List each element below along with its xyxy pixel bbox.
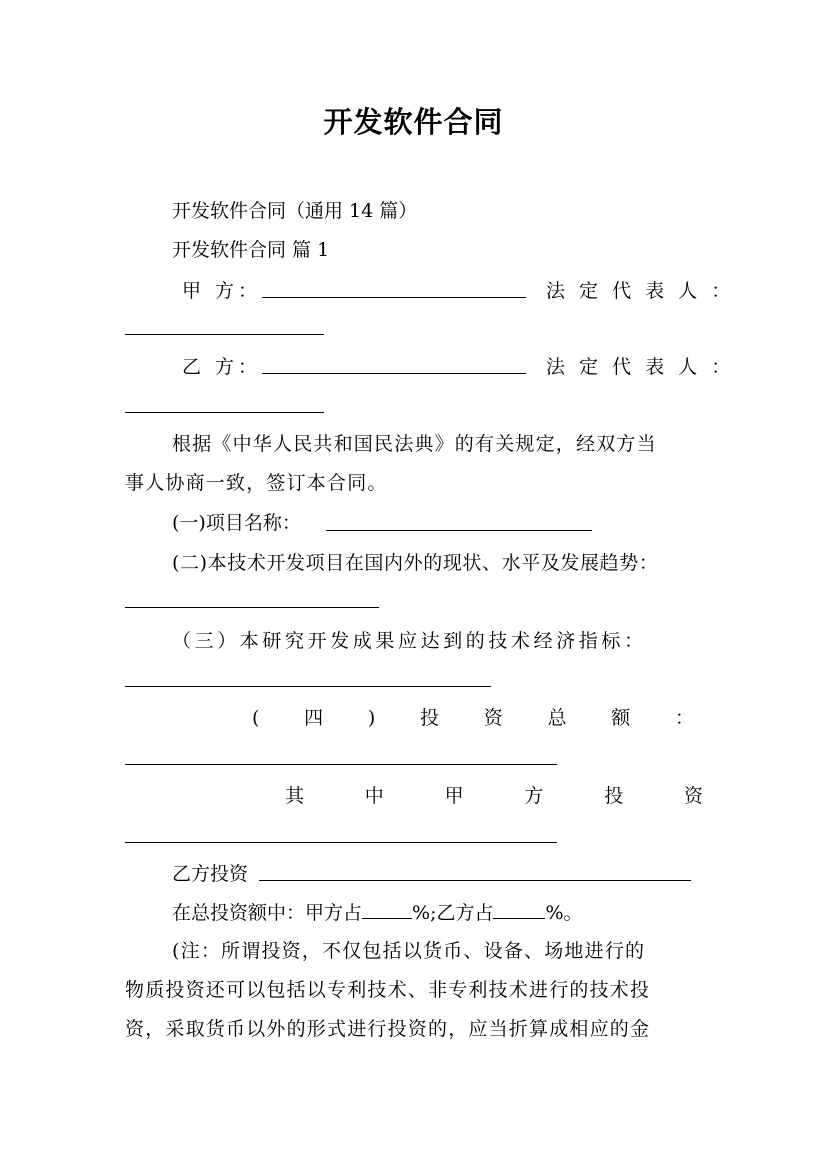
note-line-2: 物质投资还可以包括以专利技术、非专利技术进行的技术投 — [125, 979, 651, 1001]
item-1-blank — [326, 530, 592, 531]
item-4-label — [252, 705, 694, 731]
item-2-blank — [125, 607, 379, 608]
document-title: 开发软件合同 — [323, 105, 504, 139]
intro-line-1: 根据《中华人民共和国民法典》的有关规定，经双方当 — [172, 433, 657, 455]
item-5-char: 甲 — [444, 785, 464, 807]
item-5-blank — [125, 842, 557, 843]
party-a-ratio-blank — [362, 900, 412, 919]
ratio-prefix: 在总投资额中：甲方占 — [172, 902, 363, 924]
party-b-legal-rep-label: 法 定 代 表 人 ： — [546, 356, 735, 378]
party-b-label: 乙 方： — [182, 356, 262, 378]
party-a-blank — [262, 297, 526, 298]
item-4-char: 投 — [420, 707, 440, 729]
item-4-char: ) — [367, 707, 376, 729]
item-5-char: 其 — [285, 785, 305, 807]
item-2-label: (二)本技术开发项目在国内外的现状、水平及发展趋势： — [172, 552, 659, 574]
item-4-char: 额 — [611, 707, 631, 729]
item-4-char: 资 — [483, 707, 503, 729]
party-b-invest-blank — [259, 880, 691, 881]
item-5-char: 投 — [604, 785, 624, 807]
item-3-label: （三）本研究开发成果应达到的技术经济指标： — [172, 630, 647, 652]
item-4-char: ： — [674, 707, 694, 729]
party-a-legal-rep-label: 法 定 代 表 人 ： — [546, 280, 735, 302]
note-line-3: 资，采取货币以外的形式进行投资的，应当折算成相应的金 — [125, 1018, 651, 1040]
intro-line-2: 事人协商一致，签订本合同。 — [125, 472, 388, 494]
item-5-char: 方 — [524, 785, 544, 807]
item-4-char: 四 — [304, 707, 324, 729]
investment-ratio-line — [172, 900, 583, 926]
item-5-char: 资 — [683, 785, 703, 807]
party-b-blank — [262, 373, 526, 374]
party-b-invest-label: 乙方投资 — [172, 863, 249, 885]
item-3-blank — [125, 686, 491, 687]
note-line-1: (注：所谓投资，不仅包括以货币、设备、场地进行的 — [172, 940, 646, 962]
party-a-label: 甲 方： — [182, 280, 262, 302]
item-5-char: 中 — [364, 785, 384, 807]
ratio-mid: %;乙方占 — [412, 902, 494, 924]
ratio-suffix: %。 — [545, 902, 583, 924]
party-b-legal-rep-blank — [125, 412, 324, 413]
item-1-label: (一)项目名称： — [172, 512, 301, 534]
document-subtitle: 开发软件合同（通用 14 篇） — [172, 200, 418, 222]
item-4-blank — [125, 764, 557, 765]
section-heading: 开发软件合同 篇 1 — [172, 239, 330, 261]
item-5-label — [285, 783, 703, 809]
item-4-char: ( — [252, 707, 260, 729]
item-4-char: 总 — [547, 707, 567, 729]
party-b-ratio-blank — [493, 900, 545, 919]
party-a-legal-rep-blank — [125, 334, 324, 335]
